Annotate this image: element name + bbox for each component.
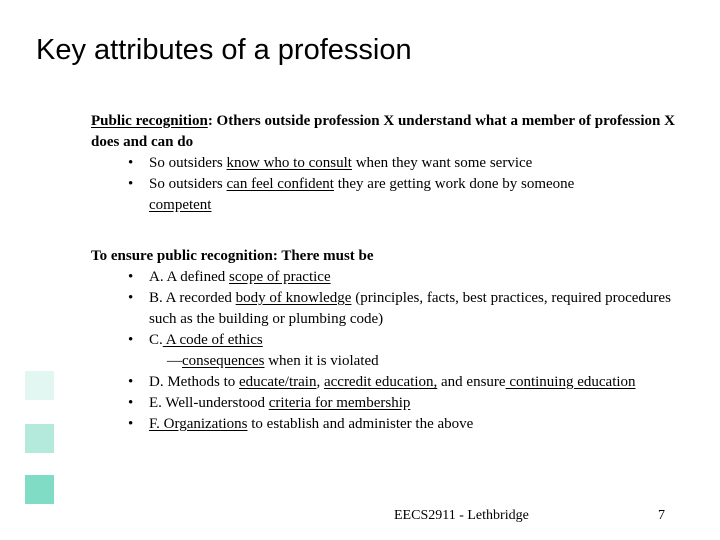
bullet-text: and ensure [437, 374, 506, 390]
bullet-text: (principles, facts, best practices, required procedures such as the building or plumbing code) [149, 290, 671, 327]
decor-square-dark [25, 475, 54, 504]
bullet-text: C. [149, 332, 163, 348]
bullet-text: A. A defined [149, 269, 229, 285]
bullet-text: So outsiders [149, 155, 227, 171]
bullet-icon: • [128, 269, 134, 285]
public-recognition-term: Public recognition [91, 113, 208, 129]
underlined-text: F. Organizations [149, 416, 248, 432]
underlined-text: continuing education [505, 374, 636, 390]
decor-square-light [25, 371, 54, 400]
list-item [91, 267, 691, 288]
dash-text: — [167, 353, 182, 369]
bullet-icon: • [128, 290, 134, 306]
bullet-icon: • [128, 155, 134, 171]
underlined-text: know who to consult [226, 155, 352, 171]
bullet-text: they are getting work done by someone [333, 176, 575, 192]
list-item [91, 372, 691, 393]
public-recognition-section [91, 111, 691, 216]
section2-heading: To ensure public recognition: There must be [91, 248, 374, 264]
bullet-icon: • [128, 395, 134, 411]
underlined-text: A code of ethics [162, 332, 263, 348]
list-item [91, 393, 691, 414]
bullet-text: to establish and administer the above [247, 416, 474, 432]
bullet-text: So outsiders [149, 176, 227, 192]
underlined-text: can feel confident [226, 176, 334, 192]
bullet-icon: • [128, 332, 134, 348]
list-item [91, 330, 691, 351]
footer-course: EECS2911 - Lethbridge [394, 508, 529, 523]
underlined-text: criteria for membership [268, 395, 411, 411]
underlined-text: competent [149, 197, 212, 213]
bullet-icon: • [128, 374, 134, 390]
ensure-recognition-section [91, 246, 691, 435]
decor-square-mid [25, 424, 54, 453]
bullet-text: D. Methods to [149, 374, 239, 390]
underlined-text: accredit education, [323, 374, 438, 390]
bullet-text: E. Well-understood [149, 395, 269, 411]
bullet-icon: • [128, 176, 134, 192]
list-item [91, 174, 691, 216]
list-item [91, 288, 691, 330]
list-item [91, 153, 691, 174]
underlined-text: scope of practice [229, 269, 331, 285]
slide-title: Key attributes of a profession [36, 34, 412, 66]
sub-item [91, 351, 691, 372]
sub-text: when it is violated [264, 353, 379, 369]
bullet-text: , [316, 374, 324, 390]
section1-heading [91, 111, 691, 153]
bullet-text: when they want some service [351, 155, 533, 171]
underlined-text: educate/train [239, 374, 317, 390]
underlined-text: body of knowledge [235, 290, 352, 306]
underlined-text: consequences [182, 353, 265, 369]
bullet-text: B. A recorded [149, 290, 236, 306]
bullet-icon: • [128, 416, 134, 432]
page-number: 7 [658, 508, 665, 523]
list-item [91, 414, 691, 435]
section1-heading-text: : Others outside profession X understand what a member of profession X does and can do [91, 113, 675, 150]
